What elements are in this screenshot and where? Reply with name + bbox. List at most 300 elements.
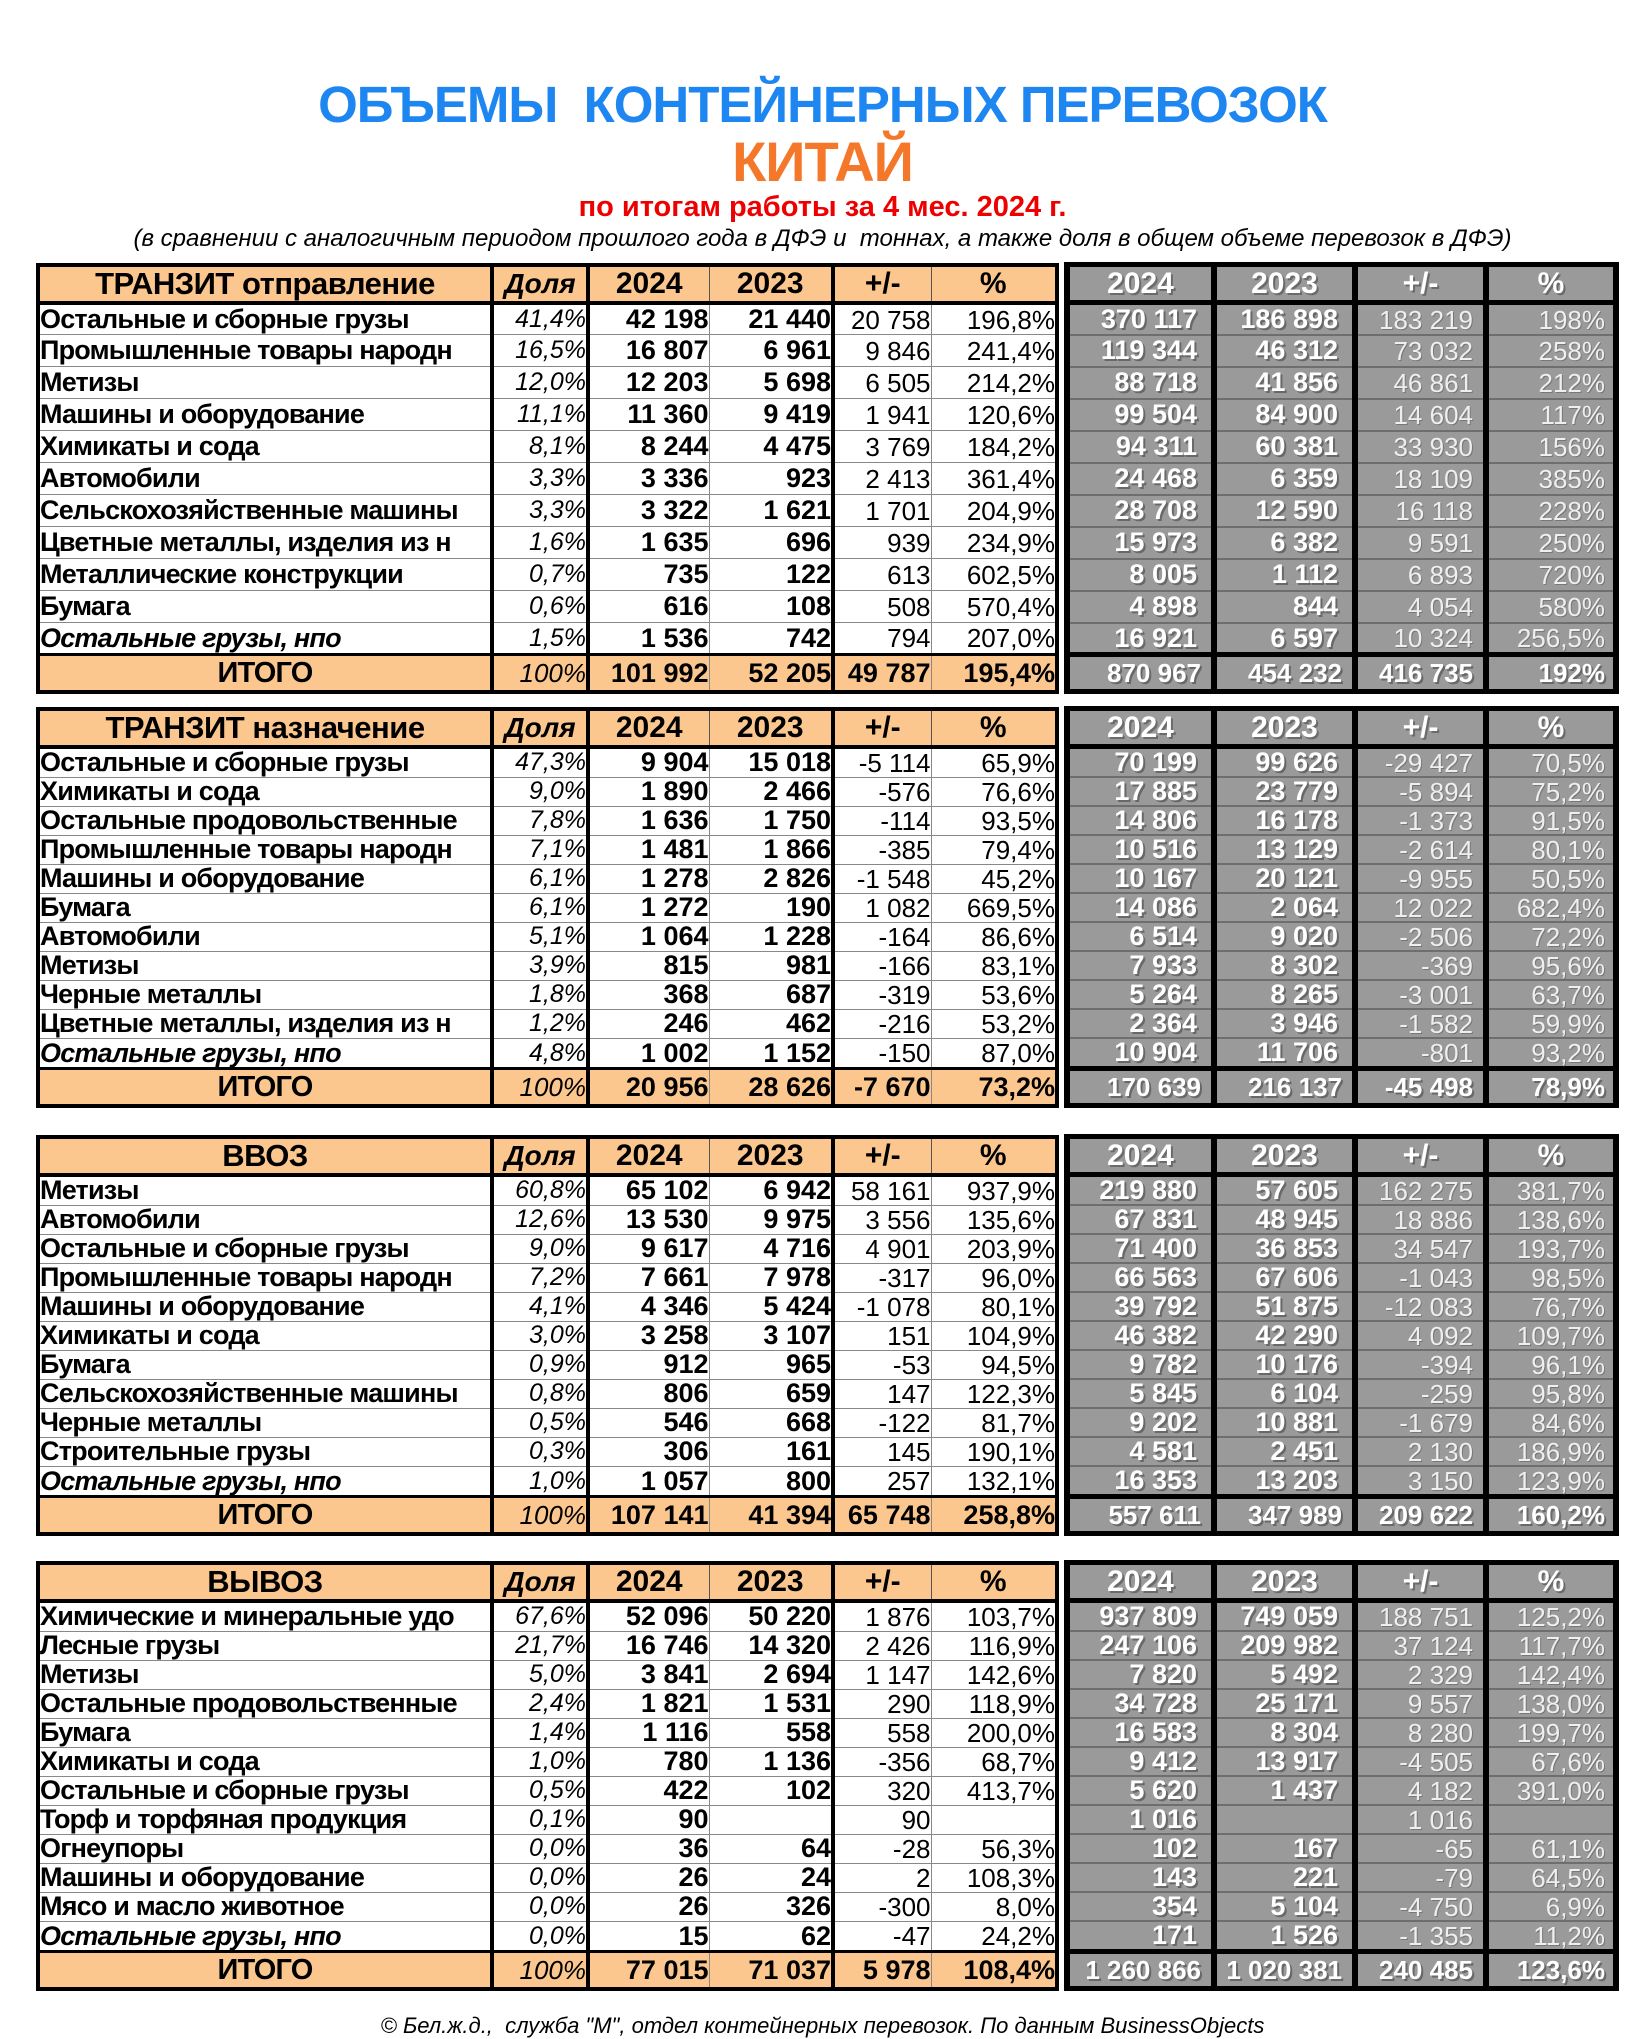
cell-dfe-2024: 246 [588, 1009, 709, 1038]
cell-tons-2023: 221 [1214, 1863, 1355, 1892]
cell-tons-delta: 188 751 [1355, 1601, 1486, 1632]
table-section-export [36, 1560, 1645, 1991]
row-label: Химикаты и сода [38, 1747, 492, 1776]
cell-dfe-2024: 26 [588, 1892, 709, 1921]
cell-tons-2023: 216 137 [1214, 1069, 1355, 1106]
cell-tons-percent: 63,7% [1486, 980, 1616, 1009]
cell-tons-percent: 212% [1486, 367, 1616, 399]
row-label: Строительные грузы [38, 1437, 492, 1466]
cell-tons-percent: 11,2% [1486, 1921, 1616, 1952]
cell-dfe-percent: 602,5% [931, 559, 1057, 591]
table-row [38, 1747, 1616, 1776]
cell-tons-2023: 8 265 [1214, 980, 1355, 1009]
table-row [38, 806, 1616, 835]
table-gap [1057, 399, 1067, 431]
cell-tons-2023: 16 178 [1214, 806, 1355, 835]
row-label: Бумага [38, 1718, 492, 1747]
table-row [38, 1834, 1616, 1863]
table-row [38, 623, 1616, 655]
cell-tons-2023: 13 917 [1214, 1747, 1355, 1776]
cell-tons-2024: 67 831 [1067, 1205, 1214, 1234]
col-header-tons-2024: 2024 [1067, 1563, 1214, 1601]
table-row [38, 922, 1616, 951]
cell-tons-2023: 67 606 [1214, 1263, 1355, 1292]
cell-tons-percent: 385% [1486, 463, 1616, 495]
table-gap [1057, 1263, 1067, 1292]
cell-dfe-2024: 42 198 [588, 303, 709, 335]
col-header-2023: 2023 [709, 1563, 833, 1601]
cell-dfe-delta: 1 147 [833, 1660, 931, 1689]
cell-share: 21,7% [492, 1631, 588, 1660]
cell-share: 7,2% [492, 1263, 588, 1292]
table-gap [1057, 1175, 1067, 1206]
cell-dfe-percent: 104,9% [931, 1321, 1057, 1350]
table-row [38, 835, 1616, 864]
cell-tons-2024: 16 921 [1067, 623, 1214, 655]
row-label: Промышленные товары народн [38, 1263, 492, 1292]
table-gap [1057, 709, 1067, 747]
cell-share: 1,0% [492, 1747, 588, 1776]
cell-tons-2023: 6 359 [1214, 463, 1355, 495]
cell-dfe-percent: 24,2% [931, 1921, 1057, 1952]
cell-dfe-delta: -53 [833, 1350, 931, 1379]
cell-tons-2023: 167 [1214, 1834, 1355, 1863]
cell-tons-2023: 46 312 [1214, 335, 1355, 367]
cell-tons-delta: -12 083 [1355, 1292, 1486, 1321]
cell-tons-2024: 143 [1067, 1863, 1214, 1892]
table-gap [1057, 835, 1067, 864]
cell-tons-percent: 160,2% [1486, 1497, 1616, 1534]
cell-tons-percent: 199,7% [1486, 1718, 1616, 1747]
cell-tons-delta: 9 557 [1355, 1689, 1486, 1718]
cell-tons-percent: 96,1% [1486, 1350, 1616, 1379]
table-gap [1057, 559, 1067, 591]
cell-dfe-2024: 1 481 [588, 835, 709, 864]
table-row [38, 527, 1616, 559]
row-label: Бумага [38, 1350, 492, 1379]
cell-tons-delta: 14 604 [1355, 399, 1486, 431]
cell-dfe-2024: 1 116 [588, 1718, 709, 1747]
col-header-percent: % [931, 709, 1057, 747]
cell-tons-2023: 749 059 [1214, 1601, 1355, 1632]
table-gap [1057, 951, 1067, 980]
table-row [38, 1292, 1616, 1321]
cell-share: 100% [492, 1069, 588, 1106]
row-label: Метизы [38, 1660, 492, 1689]
table-row [38, 1718, 1616, 1747]
cell-dfe-2023: 122 [709, 559, 833, 591]
cell-tons-2023: 11 706 [1214, 1038, 1355, 1069]
table-gap [1057, 1497, 1067, 1534]
row-label: Машины и оборудование [38, 1863, 492, 1892]
table-gap [1057, 495, 1067, 527]
cell-tons-percent: 95,8% [1486, 1379, 1616, 1408]
cell-tons-2023: 99 626 [1214, 747, 1355, 778]
cell-dfe-2024: 1 536 [588, 623, 709, 655]
cell-tons-2024: 6 514 [1067, 922, 1214, 951]
cell-share: 9,0% [492, 1234, 588, 1263]
table-gap [1057, 1137, 1067, 1175]
cell-share: 6,1% [492, 864, 588, 893]
row-label: Химические и минеральные удо [38, 1601, 492, 1632]
cell-tons-delta: -79 [1355, 1863, 1486, 1892]
cell-tons-2024: 94 311 [1067, 431, 1214, 463]
cell-dfe-delta: -319 [833, 980, 931, 1009]
cell-dfe-2023: 742 [709, 623, 833, 655]
cell-tons-2024: 14 086 [1067, 893, 1214, 922]
table-title: ТРАНЗИТ назначение [38, 709, 492, 747]
cell-dfe-percent: 132,1% [931, 1466, 1057, 1497]
row-label: Остальные продовольственные [38, 1689, 492, 1718]
cell-dfe-2024: 1 002 [588, 1038, 709, 1069]
cell-dfe-2023: 3 107 [709, 1321, 833, 1350]
cell-tons-percent: 198% [1486, 303, 1616, 335]
col-header-2024: 2024 [588, 709, 709, 747]
cell-dfe-delta: 4 901 [833, 1234, 931, 1263]
page-title: ОБЪЕМЫ КОНТЕЙНЕРНЫХ ПЕРЕВОЗОК [318, 76, 1327, 133]
export-table [36, 1560, 1619, 1991]
cell-dfe-percent: 87,0% [931, 1038, 1057, 1069]
cell-dfe-delta: 558 [833, 1718, 931, 1747]
table-row [38, 303, 1616, 335]
cell-tons-2024: 4 581 [1067, 1437, 1214, 1466]
table-row [38, 463, 1616, 495]
cell-tons-delta: 416 735 [1355, 655, 1486, 692]
cell-tons-2023: 23 779 [1214, 777, 1355, 806]
cell-tons-2024: 5 620 [1067, 1776, 1214, 1805]
cell-tons-2024: 34 728 [1067, 1689, 1214, 1718]
cell-tons-2023: 454 232 [1214, 655, 1355, 692]
row-label: Цветные металлы, изделия из н [38, 527, 492, 559]
table-gap [1057, 1601, 1067, 1632]
cell-dfe-2024: 806 [588, 1379, 709, 1408]
cell-dfe-2024: 422 [588, 1776, 709, 1805]
cell-dfe-percent: 196,8% [931, 303, 1057, 335]
cell-tons-2024: 247 106 [1067, 1631, 1214, 1660]
cell-dfe-percent: 413,7% [931, 1776, 1057, 1805]
cell-tons-percent: 256,5% [1486, 623, 1616, 655]
cell-tons-2023: 9 020 [1214, 922, 1355, 951]
cell-share: 0,6% [492, 591, 588, 623]
cell-tons-delta: -45 498 [1355, 1069, 1486, 1106]
cell-share: 5,1% [492, 922, 588, 951]
cell-share: 8,1% [492, 431, 588, 463]
cell-tons-delta: 8 280 [1355, 1718, 1486, 1747]
table-gap [1057, 922, 1067, 951]
cell-dfe-2023: 965 [709, 1350, 833, 1379]
row-label: Химикаты и сода [38, 777, 492, 806]
cell-tons-delta: -1 355 [1355, 1921, 1486, 1952]
cell-dfe-percent [931, 1805, 1057, 1834]
cell-dfe-2024: 306 [588, 1437, 709, 1466]
cell-share: 5,0% [492, 1660, 588, 1689]
cell-dfe-2023: 1 621 [709, 495, 833, 527]
table-gap [1057, 303, 1067, 335]
cell-tons-2024: 4 898 [1067, 591, 1214, 623]
cell-tons-percent: 138,0% [1486, 1689, 1616, 1718]
cell-tons-percent [1486, 1805, 1616, 1834]
cell-share: 2,4% [492, 1689, 588, 1718]
cell-dfe-2024: 780 [588, 1747, 709, 1776]
cell-tons-2023: 844 [1214, 591, 1355, 623]
col-header-tons-2024: 2024 [1067, 265, 1214, 303]
cell-dfe-2024: 1 890 [588, 777, 709, 806]
cell-dfe-delta: 58 161 [833, 1175, 931, 1206]
cell-tons-percent: 64,5% [1486, 1863, 1616, 1892]
cell-dfe-2024: 1 821 [588, 1689, 709, 1718]
cell-dfe-2023: 64 [709, 1834, 833, 1863]
cell-dfe-delta: 151 [833, 1321, 931, 1350]
row-label: Остальные и сборные грузы [38, 747, 492, 778]
cell-dfe-percent: 8,0% [931, 1892, 1057, 1921]
table-title: ВЫВОЗ [38, 1563, 492, 1601]
cell-tons-2024: 46 382 [1067, 1321, 1214, 1350]
table-row [38, 1205, 1616, 1234]
cell-tons-delta: 240 485 [1355, 1952, 1486, 1989]
cell-tons-2024: 2 364 [1067, 1009, 1214, 1038]
total-row [38, 655, 1616, 692]
cell-tons-2023: 57 605 [1214, 1175, 1355, 1206]
col-header-delta: +/- [833, 709, 931, 747]
cell-tons-percent: 75,2% [1486, 777, 1616, 806]
cell-dfe-2023: 1 866 [709, 835, 833, 864]
col-header-percent: % [931, 265, 1057, 303]
cell-dfe-2024: 26 [588, 1863, 709, 1892]
cell-dfe-2023: 7 978 [709, 1263, 833, 1292]
table-row [38, 431, 1616, 463]
table-row [38, 1009, 1616, 1038]
col-header-tons-percent: % [1486, 1137, 1616, 1175]
cell-tons-delta: 12 022 [1355, 893, 1486, 922]
row-label: Металлические конструкции [38, 559, 492, 591]
cell-share: 100% [492, 655, 588, 692]
cell-tons-2024: 99 504 [1067, 399, 1214, 431]
cell-tons-delta: 6 893 [1355, 559, 1486, 591]
cell-tons-2023: 10 881 [1214, 1408, 1355, 1437]
cell-dfe-percent: 108,3% [931, 1863, 1057, 1892]
cell-tons-delta: 73 032 [1355, 335, 1486, 367]
row-label: Остальные и сборные грузы [38, 1776, 492, 1805]
cell-dfe-2024: 9 617 [588, 1234, 709, 1263]
cell-tons-percent: 381,7% [1486, 1175, 1616, 1206]
cell-share: 0,0% [492, 1892, 588, 1921]
cell-share: 0,3% [492, 1437, 588, 1466]
cell-tons-2023: 36 853 [1214, 1234, 1355, 1263]
cell-dfe-percent: 361,4% [931, 463, 1057, 495]
cell-dfe-2023: 687 [709, 980, 833, 1009]
cell-dfe-2023: 1 136 [709, 1747, 833, 1776]
cell-dfe-2023: 5 698 [709, 367, 833, 399]
cell-dfe-delta: 1 941 [833, 399, 931, 431]
cell-dfe-2023: 9 419 [709, 399, 833, 431]
cell-dfe-percent: 93,5% [931, 806, 1057, 835]
table-row [38, 1263, 1616, 1292]
cell-tons-2023: 13 129 [1214, 835, 1355, 864]
cell-dfe-percent: 118,9% [931, 1689, 1057, 1718]
cell-tons-delta: -2 614 [1355, 835, 1486, 864]
row-label: Лесные грузы [38, 1631, 492, 1660]
cell-dfe-percent: 203,9% [931, 1234, 1057, 1263]
cell-tons-2024: 370 117 [1067, 303, 1214, 335]
cell-share: 60,8% [492, 1175, 588, 1206]
cell-dfe-percent: 142,6% [931, 1660, 1057, 1689]
table-row [38, 1892, 1616, 1921]
cell-dfe-2024: 1 272 [588, 893, 709, 922]
col-header-tons-2023: 2023 [1214, 1137, 1355, 1175]
cell-tons-2023: 2 451 [1214, 1437, 1355, 1466]
cell-tons-percent: 76,7% [1486, 1292, 1616, 1321]
cell-share: 12,6% [492, 1205, 588, 1234]
cell-dfe-2023: 2 466 [709, 777, 833, 806]
footer-note: © Бел.ж.д., служба "М", отдел контейнерных перевозок. По данным BusinessObjects [380, 2013, 1265, 2039]
table-header-row [38, 265, 1616, 303]
cell-tons-2024: 5 264 [1067, 980, 1214, 1009]
table-gap [1057, 893, 1067, 922]
cell-dfe-2024: 107 141 [588, 1497, 709, 1534]
cell-dfe-delta: 6 505 [833, 367, 931, 399]
cell-dfe-delta: 794 [833, 623, 931, 655]
cell-tons-2024: 870 967 [1067, 655, 1214, 692]
col-header-tons-percent: % [1486, 1563, 1616, 1601]
table-gap [1057, 591, 1067, 623]
cell-tons-percent: 142,4% [1486, 1660, 1616, 1689]
cell-dfe-delta: 257 [833, 1466, 931, 1497]
table-body [38, 1175, 1616, 1534]
col-header-2023: 2023 [709, 1137, 833, 1175]
cell-tons-2023: 25 171 [1214, 1689, 1355, 1718]
table-row [38, 1921, 1616, 1952]
cell-dfe-2023: 190 [709, 893, 833, 922]
table-gap [1057, 1834, 1067, 1863]
cell-tons-delta: 16 118 [1355, 495, 1486, 527]
cell-dfe-2024: 735 [588, 559, 709, 591]
cell-dfe-2024: 11 360 [588, 399, 709, 431]
row-label: Остальные и сборные грузы [38, 1234, 492, 1263]
cell-share: 1,4% [492, 1718, 588, 1747]
table-gap [1057, 1563, 1067, 1601]
table-row [38, 1408, 1616, 1437]
comparison-note: (в сравнении с аналогичным периодом прошлого года в ДФЭ и тоннах, а также доля в общем объеме перевозок в ДФЭ) [133, 224, 1512, 252]
cell-dfe-2023: 62 [709, 1921, 833, 1952]
cell-tons-percent: 186,9% [1486, 1437, 1616, 1466]
cell-tons-delta: 34 547 [1355, 1234, 1486, 1263]
cell-dfe-percent: 76,6% [931, 777, 1057, 806]
cell-share: 100% [492, 1952, 588, 1989]
cell-tons-percent: 720% [1486, 559, 1616, 591]
cell-dfe-percent: 207,0% [931, 623, 1057, 655]
cell-dfe-2024: 36 [588, 1834, 709, 1863]
cell-tons-2023: 1 437 [1214, 1776, 1355, 1805]
cell-dfe-delta: -164 [833, 922, 931, 951]
cell-tons-2023: 51 875 [1214, 1292, 1355, 1321]
table-row [38, 335, 1616, 367]
cell-dfe-2024: 3 258 [588, 1321, 709, 1350]
cell-dfe-percent: 135,6% [931, 1205, 1057, 1234]
cell-tons-2023: 41 856 [1214, 367, 1355, 399]
cell-dfe-delta: 939 [833, 527, 931, 559]
cell-tons-2024: 66 563 [1067, 1263, 1214, 1292]
table-gap [1057, 1805, 1067, 1834]
table-row [38, 1776, 1616, 1805]
row-label: Торф и торфяная продукция [38, 1805, 492, 1834]
cell-tons-delta: -1 582 [1355, 1009, 1486, 1038]
cell-dfe-2023: 2 694 [709, 1660, 833, 1689]
cell-tons-delta: -1 679 [1355, 1408, 1486, 1437]
cell-dfe-delta: 3 769 [833, 431, 931, 463]
cell-dfe-2023: 41 394 [709, 1497, 833, 1534]
import-table [36, 1134, 1619, 1536]
cell-share: 0,9% [492, 1350, 588, 1379]
cell-share: 1,0% [492, 1466, 588, 1497]
table-title: ВВОЗ [38, 1137, 492, 1175]
table-gap [1057, 1069, 1067, 1106]
cell-tons-percent: 95,6% [1486, 951, 1616, 980]
cell-tons-delta: 209 622 [1355, 1497, 1486, 1534]
cell-dfe-2023: 800 [709, 1466, 833, 1497]
cell-tons-percent: 67,6% [1486, 1747, 1616, 1776]
cell-dfe-2023: 52 205 [709, 655, 833, 692]
col-header-delta: +/- [833, 1137, 931, 1175]
cell-tons-delta: 2 329 [1355, 1660, 1486, 1689]
cell-tons-2024: 557 611 [1067, 1497, 1214, 1534]
cell-dfe-2023: 1 750 [709, 806, 833, 835]
cell-tons-2023: 5 492 [1214, 1660, 1355, 1689]
cell-dfe-2023: 4 475 [709, 431, 833, 463]
table-gap [1057, 1921, 1067, 1952]
cell-share: 6,1% [492, 893, 588, 922]
cell-dfe-delta: 20 758 [833, 303, 931, 335]
col-header-2024: 2024 [588, 265, 709, 303]
row-label: Огнеупоры [38, 1834, 492, 1863]
cell-tons-delta: 9 591 [1355, 527, 1486, 559]
cell-tons-percent: 193,7% [1486, 1234, 1616, 1263]
row-label: Мясо и масло животное [38, 1892, 492, 1921]
cell-dfe-percent: 190,1% [931, 1437, 1057, 1466]
table-row [38, 1660, 1616, 1689]
cell-tons-2023: 6 104 [1214, 1379, 1355, 1408]
table-body [38, 747, 1616, 1106]
row-label: Химикаты и сода [38, 1321, 492, 1350]
cell-tons-delta: 162 275 [1355, 1175, 1486, 1206]
cell-dfe-2024: 3 841 [588, 1660, 709, 1689]
table-gap [1057, 463, 1067, 495]
cell-tons-percent: 156% [1486, 431, 1616, 463]
cell-dfe-2024: 7 661 [588, 1263, 709, 1292]
cell-share: 11,1% [492, 399, 588, 431]
table-gap [1057, 1009, 1067, 1038]
table-gap [1057, 1234, 1067, 1263]
table-gap [1057, 335, 1067, 367]
cell-tons-2024: 1 260 866 [1067, 1952, 1214, 1989]
table-row [38, 399, 1616, 431]
table-gap [1057, 1747, 1067, 1776]
cell-dfe-percent: 79,4% [931, 835, 1057, 864]
cell-dfe-delta: 65 748 [833, 1497, 931, 1534]
cell-dfe-percent: 204,9% [931, 495, 1057, 527]
cell-tons-percent: 84,6% [1486, 1408, 1616, 1437]
cell-dfe-2024: 20 956 [588, 1069, 709, 1106]
cell-dfe-2023: 6 942 [709, 1175, 833, 1206]
cell-tons-2024: 171 [1067, 1921, 1214, 1952]
cell-tons-2024: 1 016 [1067, 1805, 1214, 1834]
table-gap [1057, 527, 1067, 559]
cell-tons-delta: 18 109 [1355, 463, 1486, 495]
cell-dfe-percent: 96,0% [931, 1263, 1057, 1292]
cell-share: 7,1% [492, 835, 588, 864]
cell-tons-delta: 1 016 [1355, 1805, 1486, 1834]
table-gap [1057, 655, 1067, 692]
cell-tons-2024: 937 809 [1067, 1601, 1214, 1632]
